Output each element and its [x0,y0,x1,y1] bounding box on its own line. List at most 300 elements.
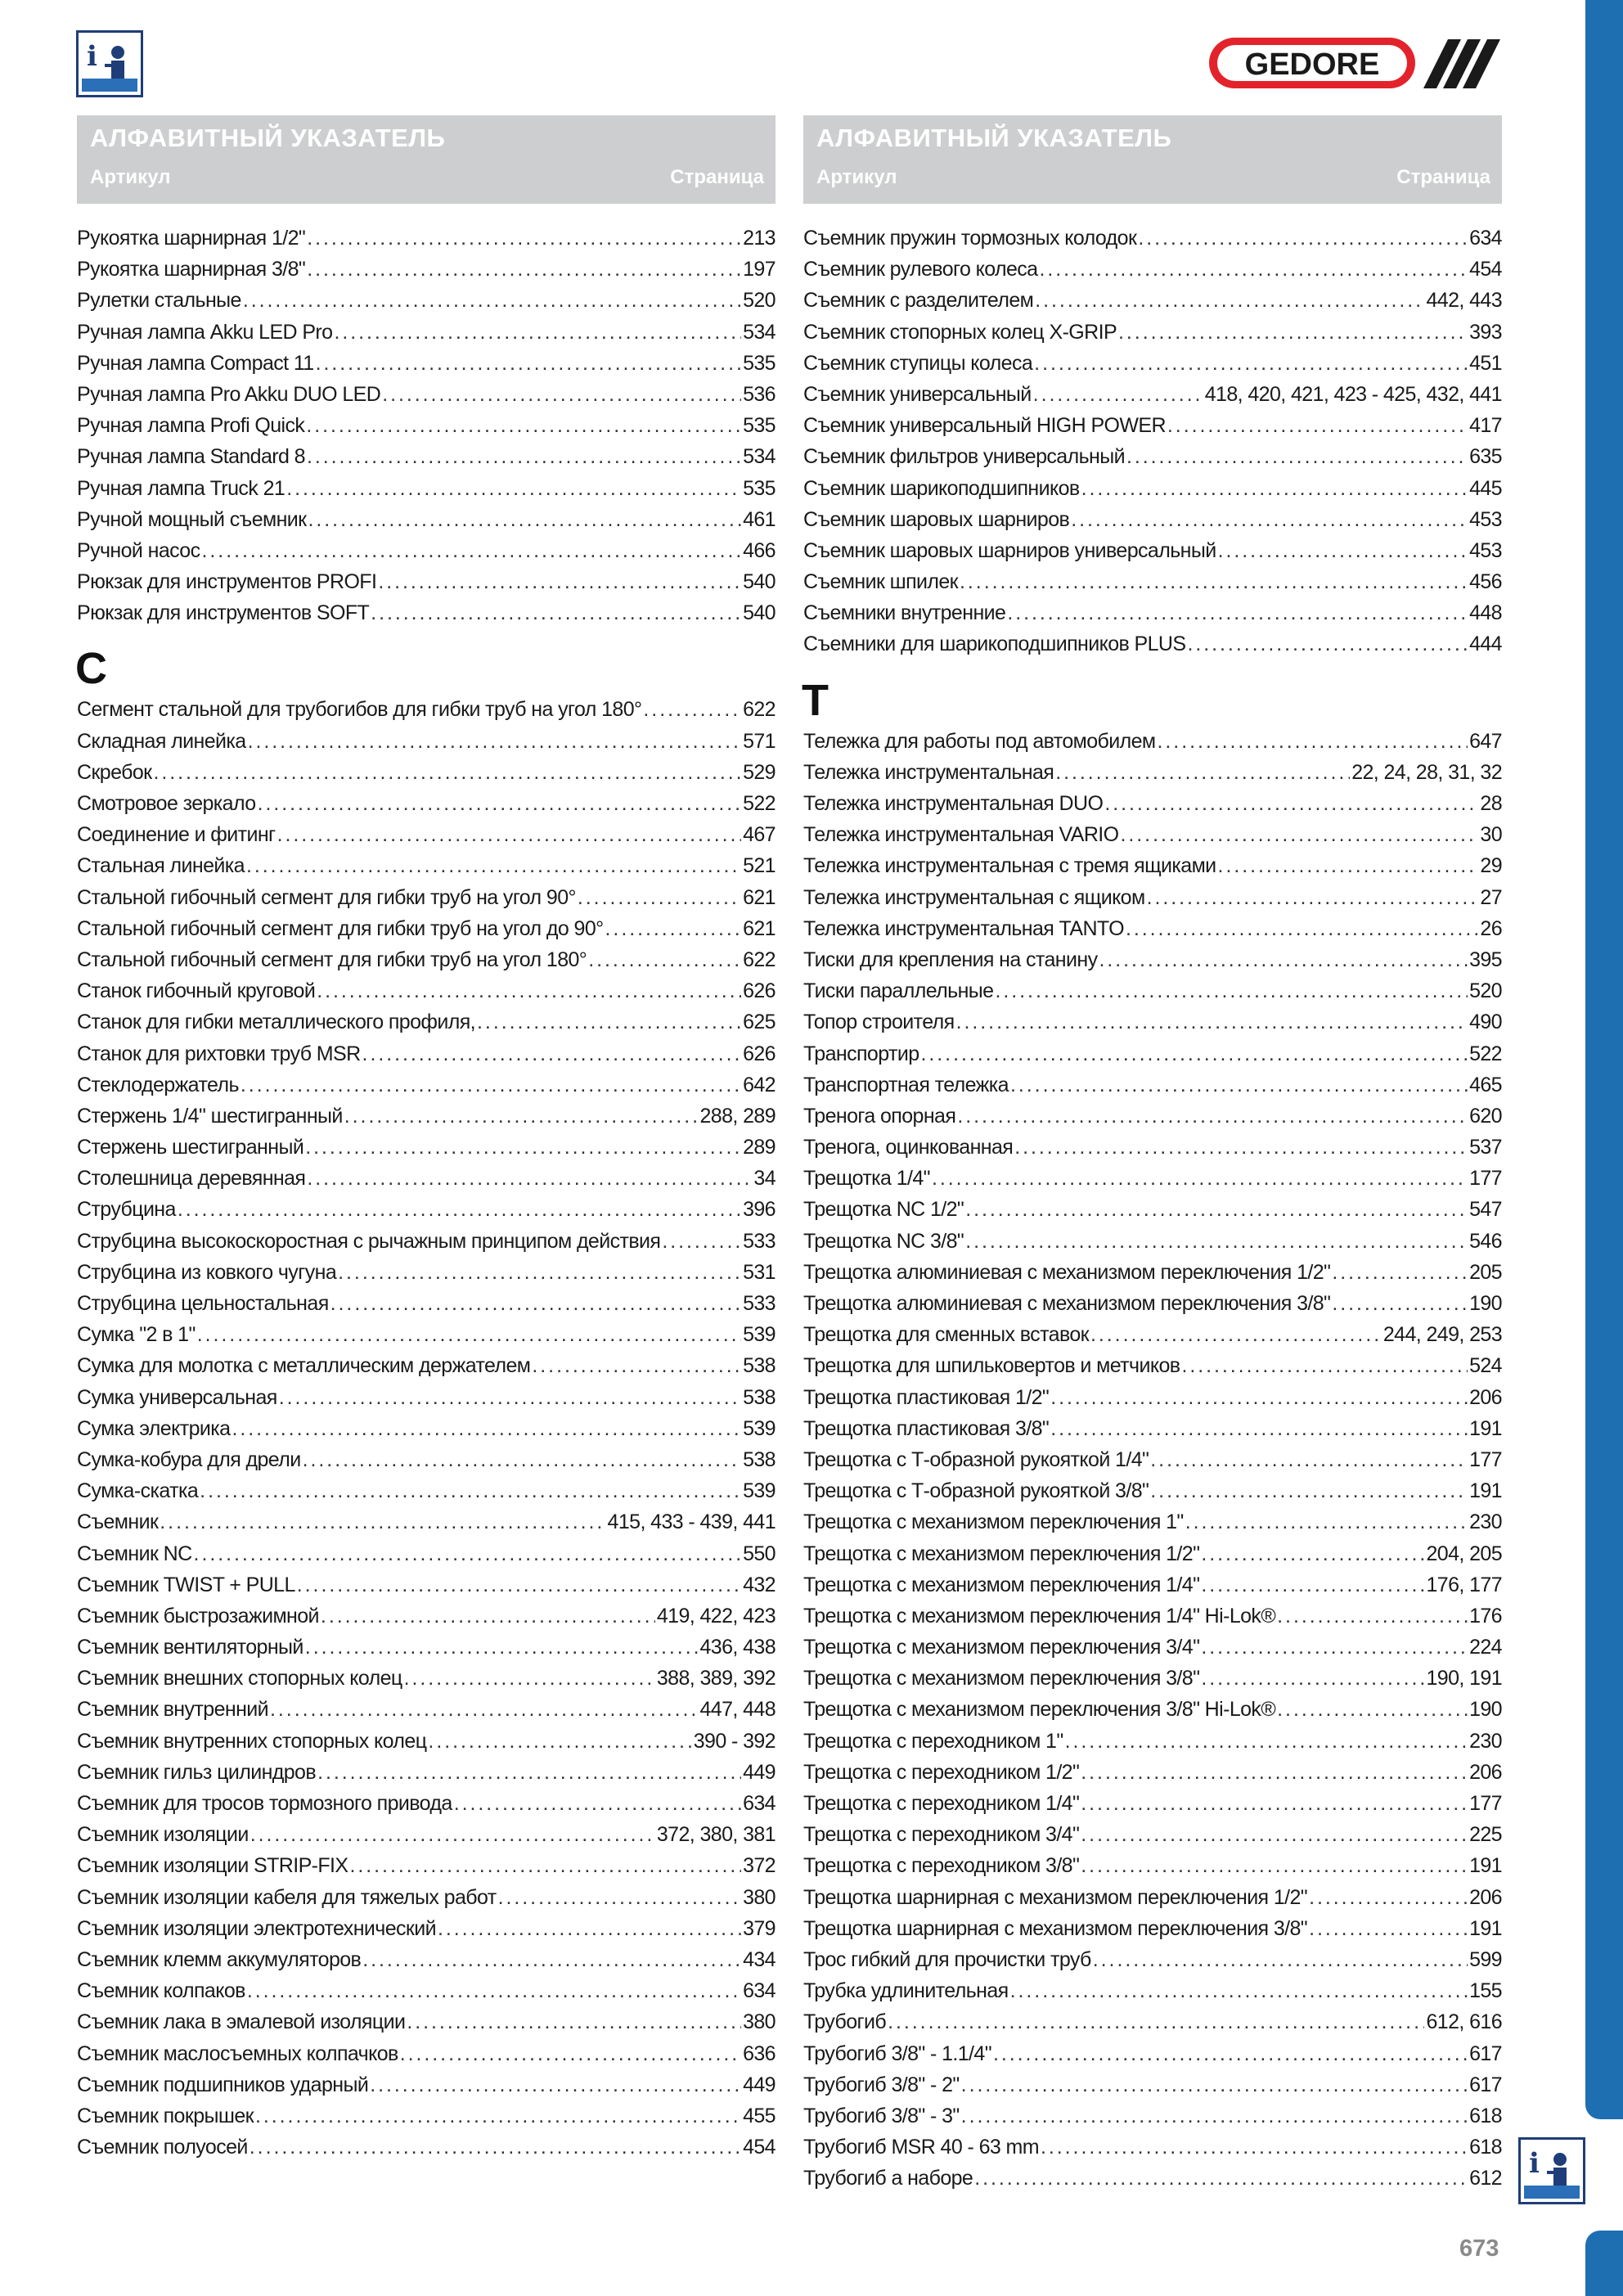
index-entry [803,1694,1502,1725]
index-entry [77,1257,776,1288]
entry-page: 534 [743,445,776,469]
entry-page: 225 [1469,1823,1502,1847]
dot-leader [178,1194,741,1225]
entry-page: 539 [743,1479,776,1503]
dot-leader [1065,1726,1468,1757]
dot-leader [243,285,741,316]
entry-page: 436, 438 [699,1636,776,1659]
entry-label: Сумка "2 в 1" [77,1323,196,1347]
entry-page: 396 [743,1198,776,1222]
index-entry [77,1694,776,1725]
dot-leader [1081,1788,1468,1819]
dot-leader [1181,1350,1468,1381]
entry-page: 395 [1469,948,1502,971]
dot-leader [960,566,1468,597]
index-entry [803,1350,1502,1381]
entry-page: 642 [743,1073,776,1096]
index-entry [803,1101,1502,1132]
index-entry [77,1006,776,1038]
entry-page: 520 [1469,979,1502,1003]
entry-page: 612 [1469,2167,1502,2190]
svg-text:i: i [1529,2147,1540,2180]
entry-page: 536 [743,382,776,406]
dot-leader [321,1600,655,1632]
dot-leader [1081,1757,1468,1788]
dot-leader [1055,757,1350,788]
entry-label: Трещотка с механизмом переключения 3/8" Hi-Lok® [803,1698,1276,1722]
entry-page: 380 [743,1885,776,1909]
entry-label: Трещотка 1/4" [803,1167,930,1191]
index-entry [803,441,1502,472]
dot-leader [202,535,742,566]
entry-label: Тележка инструментальная с тремя ящиками [803,854,1216,878]
index-entry [77,1882,776,1913]
entry-page: 634 [1469,227,1502,250]
entry-label: Трещотка с Т-образной рукояткой 3/8" [803,1479,1149,1503]
entry-label: Съемник подшипников ударный [77,2073,369,2096]
entry-page: 418, 420, 421, 423 - 425, 432, 441 [1204,382,1502,406]
dot-leader [1218,535,1468,566]
index-entry [803,254,1502,285]
entry-label: Тележка инструментальная TANTO [803,916,1124,940]
entry-label: Трещотка алюминиевая с механизмом переключения 1/2" [803,1260,1331,1284]
index-entry [77,1444,776,1475]
dot-leader [382,379,741,410]
dot-leader [1150,1475,1468,1506]
entry-label: Тележка инструментальная [803,760,1054,784]
dot-leader [246,850,741,881]
entry-page: 224 [1469,1636,1502,1659]
entry-label: Съемник [77,1510,159,1534]
entry-label: Стальной гибочный сегмент для гибки труб на угол до 90° [77,916,604,940]
entry-page: 535 [743,414,776,438]
index-entry [803,1975,1502,2006]
entry-label: Съемник для тросов тормозного привода [77,1792,452,1815]
index-entry [77,2100,776,2132]
dot-leader [1014,1132,1468,1163]
dot-leader [362,1944,741,1975]
entry-page: 636 [743,2042,776,2065]
entry-label: Съемник маслосъемных колпачков [77,2042,398,2065]
index-entries-list [77,223,776,628]
entry-page: 155 [1469,1979,1502,2003]
dot-leader [995,975,1468,1006]
dot-leader [1050,1413,1468,1444]
entry-page: 453 [1469,507,1502,531]
index-entry [77,1569,776,1600]
entry-page: 213 [743,227,776,250]
entry-page: 434 [743,1947,776,1971]
entry-page: 191 [1469,1916,1502,1940]
entry-label: Ручной насос [77,538,200,562]
dot-leader [297,1569,741,1600]
index-entry [77,1069,776,1101]
entry-page: 454 [1469,258,1502,281]
dot-leader [334,317,741,348]
dot-leader [1081,1819,1468,1850]
dot-leader [1201,1538,1424,1569]
entry-label: Съемник стопорных колец X-GRIP [803,320,1117,344]
dot-leader [1201,1632,1468,1663]
index-entry [77,2038,776,2069]
index-entry [803,2006,1502,2037]
index-entry [77,1663,776,1694]
entry-label: Съемник внешних стопорных колец [77,1667,402,1690]
index-column-left [77,115,776,2163]
entry-page: 29 [1480,854,1502,878]
index-entry [77,1288,776,1319]
entry-page: 34 [753,1167,776,1191]
entry-label: Трос гибкий для прочистки труб [803,1947,1091,1971]
column-header [77,115,776,204]
index-entry [77,913,776,944]
index-entry [77,1538,776,1569]
entry-page: 538 [743,1385,776,1409]
index-entry [803,1913,1502,1944]
index-entry [77,694,776,725]
dot-leader [404,1663,655,1694]
header-title: АЛФАВИТНЫЙ УКАЗАТЕЛЬ [90,124,446,152]
index-entry [803,379,1502,410]
dot-leader [1167,410,1468,441]
dot-leader [965,1194,1468,1225]
index-entry [803,1319,1502,1350]
entry-page: 540 [743,601,776,625]
entry-page: 456 [1469,570,1502,594]
dot-leader [956,1006,1468,1038]
entry-label: Трубогиб 3/8" - 1.1/4" [803,2042,991,2065]
entry-page: 522 [1469,1042,1502,1065]
dot-leader [1071,504,1468,535]
entry-label: Сумка электрика [77,1416,231,1440]
index-entry [803,819,1502,850]
dot-leader [1099,944,1468,975]
index-entry [803,1600,1502,1632]
entry-label: Тренога опорная [803,1104,956,1128]
entry-page: 622 [743,698,776,722]
entry-label: Трубка удлинительная [803,1979,1009,2003]
entry-page: 230 [1469,1510,1502,1534]
index-entry [77,1319,776,1350]
index-entry [77,2006,776,2037]
dot-leader [1277,1694,1468,1725]
dot-leader [662,1226,741,1257]
entry-label: Трещотка для шпильковертов и метчиков [803,1354,1180,1378]
index-entry [77,1506,776,1537]
index-entry [803,2163,1502,2194]
entry-label: Станок для рихтовки труб MSR [77,1042,361,1065]
dot-leader [1218,850,1479,881]
entry-page: 26 [1480,916,1502,940]
entry-label: Съемник TWIST + PULL [77,1573,295,1596]
dot-leader [1309,1882,1468,1913]
dot-leader [232,1413,741,1444]
side-tab-bar [1585,0,1623,2119]
gedore-logo [1206,33,1508,95]
index-entry [803,410,1502,441]
dot-leader [1118,317,1468,348]
dot-leader [921,1038,1468,1069]
dot-leader [248,726,742,757]
entry-label: Трещотка с переходником 1/4" [803,1792,1080,1815]
index-entry [803,535,1502,566]
entry-page: 448 [1469,601,1502,625]
dot-leader [957,1101,1468,1132]
index-entry [77,317,776,348]
index-entry [803,1506,1502,1537]
dot-leader [306,410,741,441]
index-entry [77,441,776,472]
entry-page: 538 [743,1447,776,1471]
entry-page: 177 [1469,1792,1502,1815]
index-entry [77,2069,776,2100]
entry-page: 230 [1469,1729,1502,1753]
entry-page: 388, 389, 392 [656,1667,776,1690]
entry-label: Тележка инструментальная с ящиком [803,885,1145,909]
logo-text: GEDORE [1244,47,1380,82]
entry-page: 618 [1469,2136,1502,2159]
entry-page: 447, 448 [699,1698,776,1722]
dot-leader [1007,597,1468,628]
entry-label: Съемник фильтров универсальный [803,445,1125,469]
entry-page: 625 [743,1011,776,1034]
entry-label: Трещотка NC 3/8" [803,1229,964,1253]
entry-label: Съемник клемм аккумуляторов [77,1947,362,1971]
index-entry [77,1819,776,1850]
dot-leader [330,1288,741,1319]
entry-page: 621 [743,885,776,909]
dot-leader [349,1850,741,1881]
header-title: АЛФАВИТНЫЙ УКАЗАТЕЛЬ [816,124,1172,152]
entry-label: Рукоятка шарнирная 3/8" [77,258,306,281]
dot-leader [362,1038,742,1069]
index-entry [77,1101,776,1132]
entry-label: Трещотка с Т-образной рукояткой 1/4" [803,1447,1149,1471]
index-entry [803,504,1502,535]
entry-label: Струбцина цельностальная [77,1292,329,1315]
index-entry [803,1663,1502,1694]
dot-leader [1035,285,1424,316]
entry-label: Транспортная тележка [803,1073,1009,1096]
index-entry [77,597,776,628]
dot-leader [965,1226,1468,1257]
dot-leader [532,1350,741,1381]
entry-page: 634 [743,1979,776,2003]
dot-leader [197,1319,741,1350]
entry-page: 538 [743,1354,776,1378]
entry-page: 539 [743,1416,776,1440]
dot-leader [1309,1913,1468,1944]
dot-leader [1138,223,1468,254]
entry-page: 612, 616 [1426,2010,1502,2034]
entry-label: Столешница деревянная [77,1167,306,1191]
entry-page: 621 [743,916,776,940]
entry-label: Струбцина [77,1198,176,1222]
entry-label: Стеклодержатель [77,1073,239,1096]
entry-page: 647 [1469,729,1502,753]
entry-label: Съемник пружин тормозных колодок [803,227,1137,250]
index-entry [77,223,776,254]
dot-leader [378,566,741,597]
entry-label: Тиски параллельные [803,979,994,1003]
entry-label: Трубогиб [803,2010,887,2034]
entry-page: 618 [1469,2104,1502,2127]
dot-leader [1033,379,1203,410]
index-entry [77,1194,776,1225]
entry-page: 191 [1469,1416,1502,1440]
dot-leader [1187,628,1468,660]
section-letter: T [802,675,829,725]
dot-leader [1201,1569,1424,1600]
entry-page: 390 - 392 [693,1729,776,1753]
entry-page: 289 [743,1136,776,1159]
entry-page: 205 [1469,1260,1502,1284]
header-page-label: Страница [670,166,764,188]
index-entry [803,1038,1502,1069]
dot-leader [498,1882,741,1913]
index-column-right [803,115,1502,2194]
dot-leader [588,944,741,975]
entry-page: 442, 443 [1426,289,1502,313]
dot-leader [578,882,741,913]
entry-page: 372, 380, 381 [656,1823,776,1847]
entry-page: 417 [1469,414,1502,438]
dot-leader [160,1506,605,1537]
entry-page: 490 [1469,1011,1502,1034]
entry-page: 444 [1469,633,1502,656]
dot-leader [428,1726,691,1757]
entry-page: 191 [1469,1854,1502,1878]
dot-leader [1150,1444,1468,1475]
column-header [803,115,1502,204]
entry-label: Струбцина высокоскоростная с рычажным принципом действия [77,1229,661,1253]
dot-leader [258,788,742,819]
entry-label: Съемник быстрозажимной [77,1604,319,1627]
index-entry [77,1163,776,1194]
index-entry [77,254,776,285]
entry-label: Трещотка пластиковая 3/8" [803,1416,1050,1440]
index-entry [803,1726,1502,1757]
dot-leader [305,1132,741,1163]
dot-leader [1158,726,1468,757]
index-entry [77,348,776,379]
entry-page: 620 [1469,1104,1502,1128]
dot-leader [1034,348,1468,379]
entry-page: 546 [1469,1229,1502,1253]
entry-label: Ручная лампа Truck 21 [77,476,285,500]
dot-leader [1010,1069,1468,1101]
entry-page: 529 [743,760,776,784]
entry-page: 454 [743,2136,776,2159]
dot-leader [477,1006,741,1038]
index-entry [803,1257,1502,1288]
dot-leader [1090,1319,1382,1350]
entry-label: Трещотка шарнирная с механизмом переключения 1/2" [803,1885,1308,1909]
entry-label: Станок для гибки металлического профиля, [77,1011,476,1034]
entry-label: Съемник NC [77,1542,192,1565]
index-entry [77,535,776,566]
dot-leader [1201,1663,1424,1694]
entry-page: 177 [1469,1447,1502,1471]
entry-label: Тележка инструментальная DUO [803,792,1104,815]
dot-leader [1332,1288,1468,1319]
dot-leader [194,1538,742,1569]
index-entry [77,1132,776,1163]
dot-leader [1332,1257,1468,1288]
entry-page: 27 [1480,885,1502,909]
entry-label: Стальной гибочный сегмент для гибки труб на угол 90° [77,885,576,909]
entry-page: 617 [1469,2073,1502,2096]
index-entry [77,975,776,1006]
entry-label: Трещотка с механизмом переключения 1" [803,1510,1184,1534]
entry-label: Трещотка с механизмом переключения 1/2" [803,1542,1200,1565]
dot-leader [277,819,741,850]
index-entry [803,597,1502,628]
entry-page: 176, 177 [1426,1573,1502,1596]
entry-label: Трещотка с переходником 3/4" [803,1823,1080,1847]
index-section-list [77,694,776,2163]
entry-page: 204, 205 [1426,1542,1502,1565]
entry-page: 197 [743,258,776,281]
index-entry [803,913,1502,944]
entry-label: Скребок [77,760,152,784]
entry-label: Съемник внутренних стопорных колец [77,1729,427,1753]
entry-page: 22, 24, 28, 31, 32 [1351,760,1502,784]
entry-label: Трещотка с переходником 3/8" [803,1854,1080,1878]
index-entry [77,1975,776,2006]
entry-page: 176 [1469,1604,1502,1627]
index-section-list [803,726,1502,2195]
dot-leader [961,2069,1468,2100]
index-entry [803,566,1502,597]
dot-leader [1081,1850,1468,1881]
index-entry [803,1382,1502,1413]
entry-label: Съемник покрышек [77,2104,254,2127]
entry-label: Стержень 1/4" шестигранный [77,1104,343,1128]
index-entry [77,1632,776,1663]
entry-page: 190 [1469,1698,1502,1722]
entry-label: Трещотка с механизмом переключения 1/4" [803,1573,1200,1596]
entry-page: 534 [743,320,776,344]
index-entry [77,1038,776,1069]
dot-leader [605,913,742,944]
entry-page: 432 [743,1573,776,1596]
dot-leader [250,2132,741,2163]
index-entry [77,2132,776,2163]
entry-page: 191 [1469,1479,1502,1503]
entry-label: Складная линейка [77,729,246,753]
index-entry [803,1413,1502,1444]
entry-label: Съемник шпилек [803,570,959,594]
index-entry [77,379,776,410]
entry-label: Тиски для крепления на станину [803,948,1098,971]
entry-label: Ручная лампа Compact 11 [77,351,314,375]
entry-page: 451 [1469,351,1502,375]
entry-page: 521 [743,854,776,878]
index-entry [77,944,776,975]
entry-page: 380 [743,2010,776,2034]
entry-label: Рюкзак для инструментов SOFT [77,601,370,625]
index-entry [77,1600,776,1632]
entry-label: Трещотка с переходником 1/2" [803,1760,1080,1784]
dot-leader [270,1694,698,1725]
entry-label: Рюкзак для инструментов PROFI [77,570,377,594]
entry-page: 540 [743,570,776,594]
dot-leader [307,1163,752,1194]
dot-leader [247,1975,741,2006]
entry-page: 30 [1480,823,1502,847]
index-entry [803,317,1502,348]
